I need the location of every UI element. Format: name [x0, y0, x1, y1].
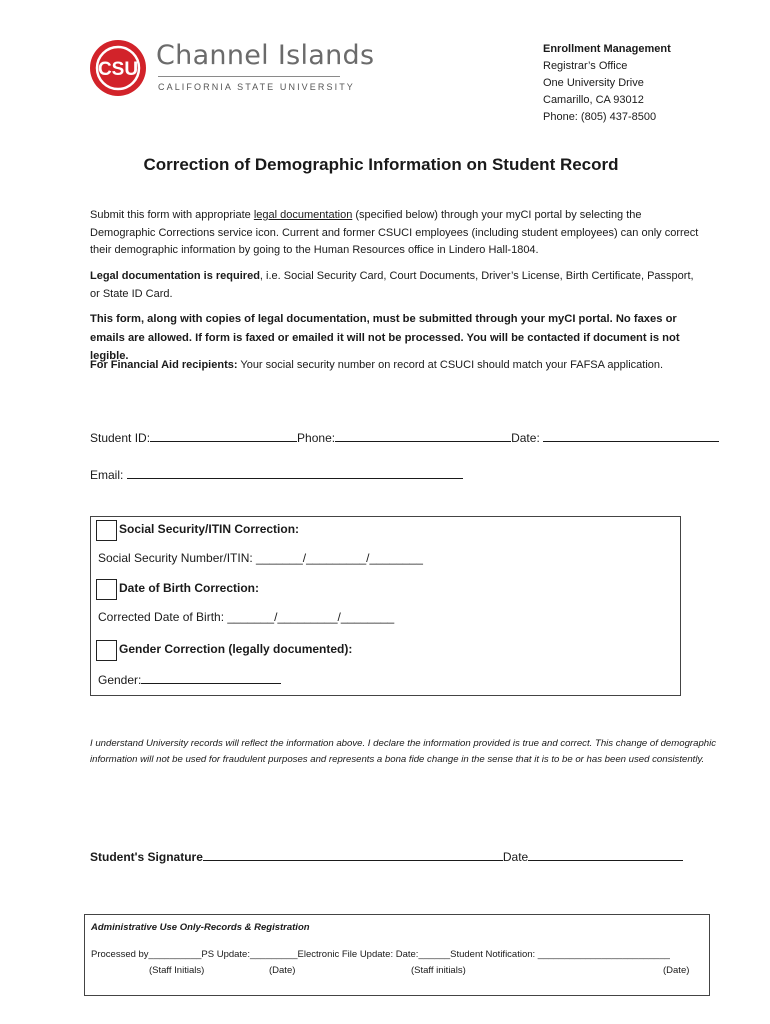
legal-documentation-paragraph	[90, 268, 700, 303]
address-city: Camarillo, CA 93012	[543, 94, 644, 106]
dob-correction-checkbox[interactable]	[96, 579, 117, 600]
intro-paragraph	[90, 207, 700, 260]
gender-label: Gender:	[98, 673, 142, 687]
phone-field[interactable]	[335, 429, 511, 442]
logo-subtitle: CALIFORNIA STATE UNIVERSITY	[158, 82, 355, 92]
financial-aid-bold: For Financial Aid recipients:	[90, 359, 238, 371]
student-id-label: Student ID:	[90, 431, 151, 445]
signature-date-field[interactable]	[528, 848, 683, 861]
legal-documentation-link[interactable]: legal documentation	[253, 209, 353, 221]
dob-correction-title: Date of Birth Correction:	[119, 581, 260, 595]
email-label: Email:	[90, 468, 127, 482]
date-label: Date:	[511, 431, 544, 445]
logo-monogram: CSU	[97, 59, 139, 80]
office-address	[543, 41, 671, 126]
phone-label: Phone:	[297, 431, 336, 445]
logo-name: Channel Islands	[156, 40, 375, 71]
admin-staff-initials-1: (Staff Initials)	[149, 965, 205, 976]
signature-row	[90, 848, 683, 864]
student-info-row	[90, 429, 719, 445]
admin-staff-initials-2: (Staff initials)	[411, 965, 466, 976]
address-street: One University Drive	[543, 77, 644, 89]
gender-correction-checkbox[interactable]	[96, 640, 117, 661]
address-department: Enrollment Management	[543, 43, 671, 55]
ssn-correction-title: Social Security/ITIN Correction:	[119, 522, 300, 536]
admin-date-2: (Date)	[663, 965, 690, 976]
signature-field[interactable]	[203, 848, 503, 861]
address-office: Registrar’s Office	[543, 60, 628, 72]
gender-correction-title: Gender Correction (legally documented):	[119, 642, 353, 656]
declaration-statement: I understand University records will reflect the information above. I declare the information provided is true and correct. This change of demographic information will not be used for fraudulent purposes and represents a bona fide change in the sense that it is to be or has been used consistently.	[90, 738, 717, 765]
submission-notice: This form, along with copies of legal documentation, must be submitted through your myCI portal. No faxes or emails are allowed. If form is faxed or emailed it will not be processed. You will be contacted if document is not legible.	[90, 313, 680, 362]
signature-date-label: Date	[502, 850, 529, 864]
email-row	[90, 466, 463, 482]
ssn-correction-checkbox[interactable]	[96, 520, 117, 541]
financial-aid-paragraph	[90, 357, 700, 375]
date-field[interactable]	[543, 429, 719, 442]
email-field[interactable]	[127, 466, 463, 479]
admin-date-1: (Date)	[269, 965, 296, 976]
legal-doc-text: , i.e. Social Security Card, Court Documents, Driver’s License, Birth Certificate, Passport, or State ID Card.	[90, 270, 694, 300]
ssn-line[interactable]: Social Security Number/ITIN: _______/_________/________	[98, 551, 423, 565]
university-logo	[88, 38, 375, 98]
form-title: Correction of Demographic Information on Student Record	[143, 155, 619, 174]
csu-logo-icon	[88, 38, 152, 98]
intro-text-2: (specified below) through your myCI portal by selecting the Demographic Corrections service icon. Current and former CSUCI employees (including student employees) can only correct their demographic information by going to the Human Resources office in Lindero Hall-1804.	[90, 209, 699, 256]
admin-use-box	[84, 914, 710, 996]
logo-divider	[158, 76, 340, 77]
legal-doc-bold: Legal documentation is required	[90, 270, 260, 282]
student-id-field[interactable]	[150, 429, 297, 442]
address-phone: Phone: (805) 437-8500	[543, 111, 657, 123]
gender-row	[98, 671, 281, 687]
intro-text-1: Submit this form with appropriate	[90, 209, 254, 221]
financial-aid-text: Your social security number on record at CSUCI should match your FAFSA application.	[237, 359, 664, 371]
corrections-box	[90, 516, 681, 696]
admin-title: Administrative Use Only-Records & Registration	[91, 922, 310, 933]
admin-processing-line: Processed by__________PS Update:_________Electronic File Update: Date:______Student Notification: _________________________	[91, 949, 670, 960]
dob-line[interactable]: Corrected Date of Birth: _______/_________/________	[98, 610, 395, 624]
gender-field[interactable]	[141, 671, 281, 684]
signature-label: Student's Signature	[90, 850, 203, 864]
